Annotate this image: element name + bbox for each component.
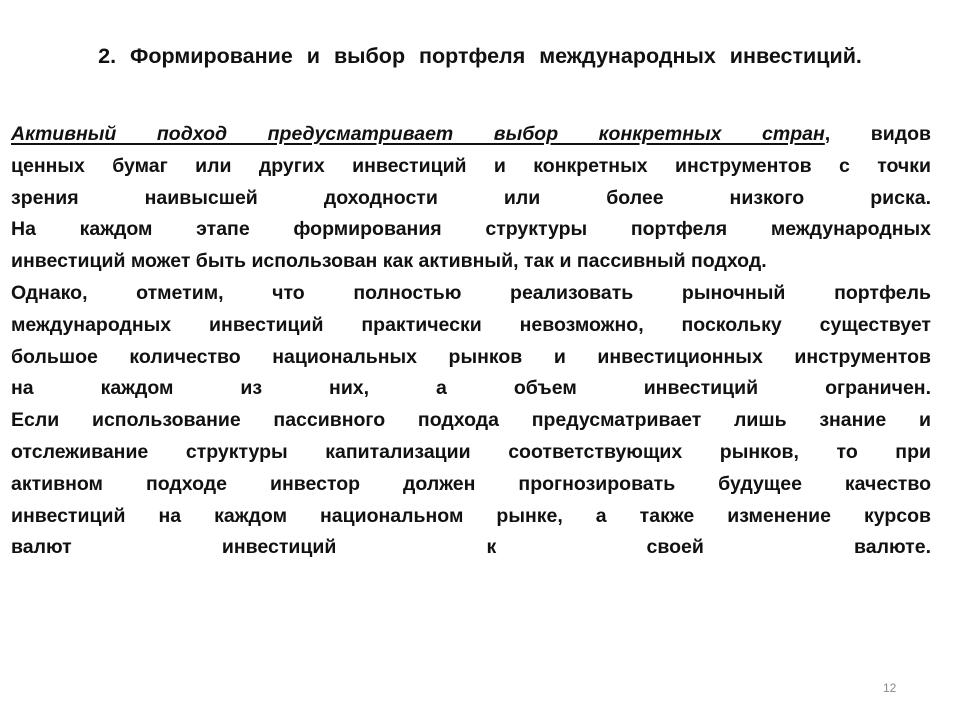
text-line-8: большое количество национальных рынков и инвестиционных инструментов — [11, 345, 931, 368]
text-line-13: инвестиций на каждом национальном рынке, а также изменение курсов — [11, 504, 931, 527]
text-line-4: На каждом этапе формирования структуры портфеля международных — [11, 218, 931, 241]
text-line-9: на каждом из них, а объем инвестиций ограничен. — [11, 377, 931, 400]
text-line-10: Если использование пассивного подхода предусматривает лишь знание и — [11, 409, 931, 432]
text-line-6: Однако, отметим, что полностью реализовать рыночный портфель — [11, 281, 931, 304]
text-line-1-rest: , видов — [824, 123, 931, 145]
slide-title: 2. Формирование и выбор портфеля международных инвестиций. — [98, 44, 862, 68]
text-line-2: ценных бумаг или других инвестиций и конкретных инструментов с точки — [11, 154, 931, 177]
text-line-3: зрения наивысшей доходности или более низкого риска. — [11, 186, 931, 209]
lead-phrase: Активный подход предусматривает выбор конкретных стран — [11, 123, 825, 145]
text-line-12: активном подходе инвестор должен прогнозировать будущее качество — [11, 472, 931, 495]
text-line-1 — [11, 119, 931, 151]
slide-body — [11, 119, 931, 564]
text-line-14: валют инвестиций к своей валюте. — [11, 536, 931, 559]
text-line-7: международных инвестиций практически невозможно, поскольку существует — [11, 313, 931, 336]
text-line-5: инвестиций может быть использован как активный, так и пассивный подход. — [11, 250, 767, 273]
page-number: 12 — [883, 681, 897, 695]
text-line-11: отслеживание структуры капитализации соответствующих рынков, то при — [11, 440, 931, 463]
